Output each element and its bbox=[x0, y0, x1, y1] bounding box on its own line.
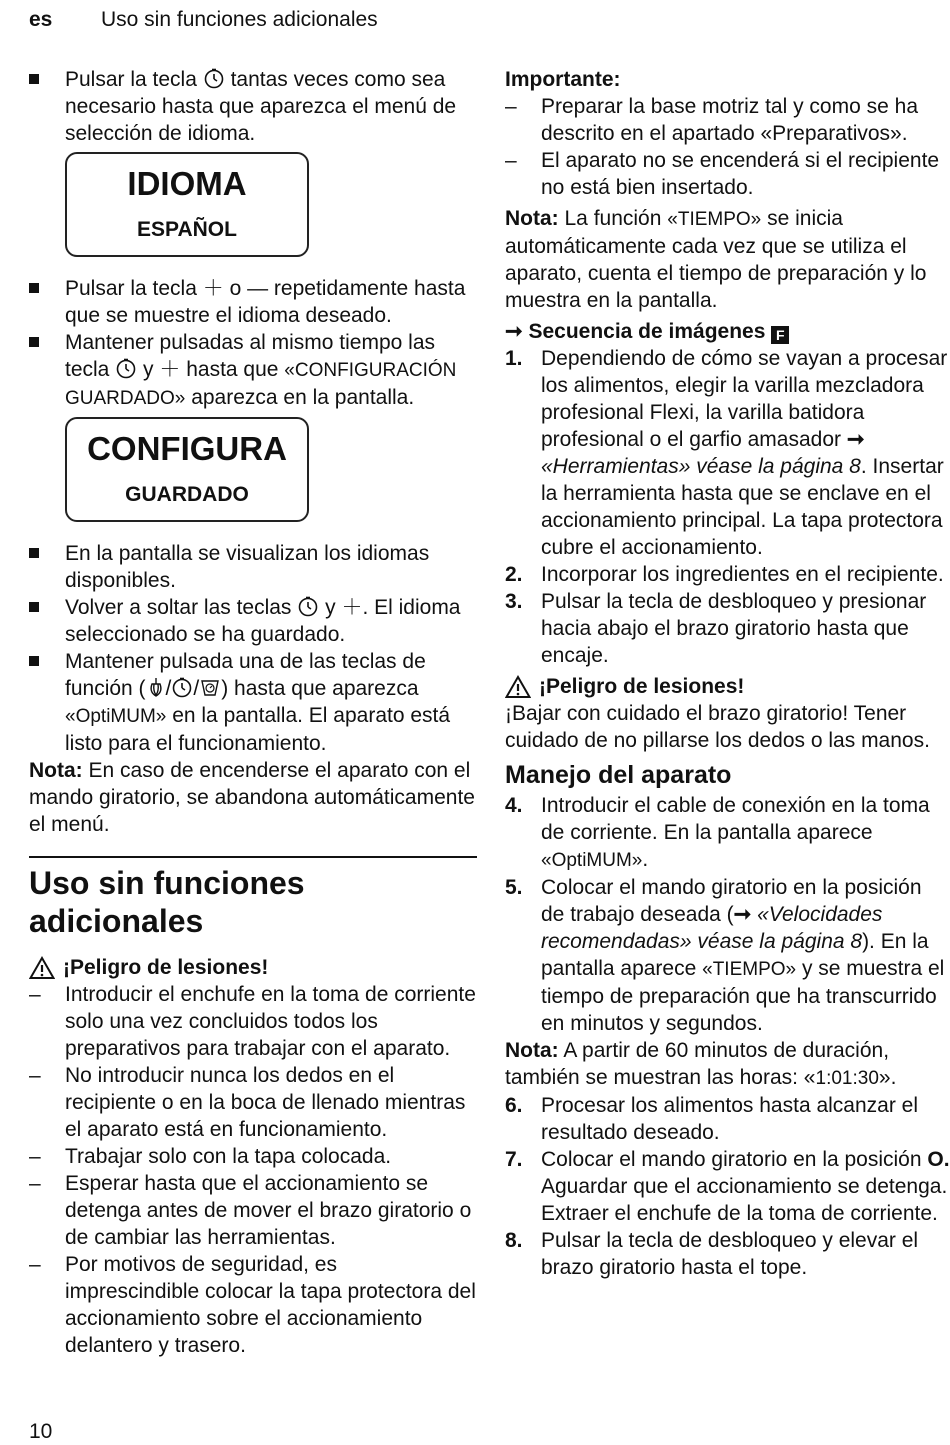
note-paragraph: Nota: La función «TIEMPO» se inicia automáticamente cada vez que se utiliza el aparato, cuenta el tiempo de preparación y lo muestra en la pantalla. bbox=[505, 207, 927, 312]
section-divider bbox=[29, 856, 477, 858]
sequence-heading: ➞ Secuencia de imágenes F bbox=[505, 318, 950, 345]
dash-item: – Por motivos de seguridad, es imprescindible colocar la tapa protectora del accionamiento sobre el accionamiento delantero y trasero. bbox=[29, 1253, 476, 1357]
figure-badge: F bbox=[771, 326, 789, 344]
dash-item: – No introducir nunca los dedos en el recipiente o en la boca de llenado mientras el aparato está en funcionamiento. bbox=[29, 1064, 466, 1141]
numbered-step: 1. Dependiendo de cómo se vayan a procesar los alimentos, elegir la varilla mezcladora profesional Flexi, la varilla batidora profesional o el garfio amasador ➞ «Herramientas» véase la página 8. Insertar la herramienta hasta que se enclave en el accionamiento principal. La tapa protectora cubre el accionamiento. bbox=[505, 347, 948, 559]
numbered-step: 5. Colocar el mando giratorio en la posición de trabajo deseada (➞ «Velocidades recomendadas» véase la página 8). En la pantalla aparece «TIEMPO» y se muestra el tiempo de preparación que ha transcurrido en minutos y segundos. bbox=[505, 876, 945, 1035]
numbered-step: 4. Introducir el cable de conexión en la toma de corriente. En la pantalla aparece «OptiMUM». bbox=[505, 794, 930, 871]
square-bullet-icon bbox=[29, 283, 39, 293]
timer-icon bbox=[297, 595, 319, 617]
dash-item: – Preparar la base motriz tal y como se ha descrito en el apartado «Preparativos». bbox=[505, 95, 918, 145]
list-item: Pulsar la tecla ＋ o — repetidamente hasta que se muestre el idioma deseado. bbox=[29, 275, 477, 329]
display-main-text: CONFIGURA bbox=[87, 430, 287, 467]
warning-text: ¡Bajar con cuidado el brazo giratorio! Tener cuidado de no pillarse los dedos o las manos. bbox=[505, 702, 930, 752]
list-item: Mantener pulsada una de las teclas de función ( / / ) hasta que aparezca «OptiMUM» en la pantalla. El aparato está listo para el funcionamiento. bbox=[29, 648, 477, 757]
note-paragraph: Nota: A partir de 60 minutos de duración, también se muestran las horas: «1:01:30». bbox=[505, 1039, 897, 1089]
left-column bbox=[29, 66, 477, 1359]
page-header bbox=[29, 6, 378, 33]
numbered-step: 2. Incorporar los ingredientes en el recipiente. bbox=[505, 563, 944, 586]
off-position-symbol: O. bbox=[927, 1148, 950, 1171]
square-bullet-icon bbox=[29, 548, 39, 558]
scale-icon bbox=[199, 676, 221, 698]
timer-icon bbox=[171, 676, 193, 698]
whisk-icon bbox=[146, 676, 166, 698]
numbered-step: 7. Colocar el mando giratorio en la posición O. Aguardar que el accionamiento se detenga. Extraer el enchufe de la toma de corriente. bbox=[505, 1148, 950, 1225]
arrow-right-icon: ➞ bbox=[505, 320, 523, 343]
dash-item: – El aparato no se encenderá si el recipiente no está bien insertado. bbox=[505, 149, 940, 199]
list-item: Pulsar la tecla tantas veces como sea necesario hasta que aparezca el menú de selección de idioma. bbox=[29, 66, 477, 147]
header-title: Uso sin funciones adicionales bbox=[101, 8, 378, 31]
square-bullet-icon bbox=[29, 602, 39, 612]
warning-heading: ¡Peligro de lesiones! bbox=[505, 673, 950, 700]
page-number: 10 bbox=[29, 1420, 53, 1443]
minus-icon: — bbox=[247, 277, 269, 300]
note-paragraph: Nota: En caso de encenderse el aparato con el mando giratorio, se abandona automáticamente el menú. bbox=[29, 759, 475, 836]
display-sub-text: GUARDADO bbox=[125, 483, 249, 506]
display-screen-language bbox=[65, 152, 309, 257]
square-bullet-icon bbox=[29, 74, 39, 84]
dash-item: – Trabajar solo con la tapa colocada. bbox=[29, 1145, 392, 1168]
numbered-step: 8. Pulsar la tecla de desbloqueo y elevar el brazo giratorio hasta el tope. bbox=[505, 1229, 919, 1279]
timer-icon bbox=[115, 357, 137, 379]
plus-icon: ＋ bbox=[202, 277, 224, 300]
list-item: Mantener pulsadas al mismo tiempo las tecla y ＋ hasta que «CONFIGURACIÓN GUARDADO» aparezca en la pantalla. bbox=[29, 329, 477, 412]
dash-item: – Introducir el enchufe en la toma de corriente solo una vez concluidos todos los preparativos para trabajar con el aparato. bbox=[29, 983, 476, 1060]
section-title: Manejo del aparato bbox=[505, 761, 732, 789]
section-title: Uso sin funciones adicionales bbox=[29, 865, 305, 939]
display-screen-saved bbox=[65, 417, 309, 522]
numbered-step: 6. Procesar los alimentos hasta alcanzar el resultado deseado. bbox=[505, 1094, 919, 1144]
arrow-right-icon: ➞ bbox=[846, 428, 865, 451]
display-main-text: IDIOMA bbox=[127, 165, 247, 202]
warning-triangle-icon bbox=[505, 675, 531, 699]
language-code: es bbox=[29, 8, 53, 31]
list-item: Volver a soltar las teclas y ＋. El idioma seleccionado se ha guardado. bbox=[29, 594, 477, 648]
cross-reference-link[interactable]: «Velocidades recomendadas» véase la página 8 bbox=[541, 903, 883, 953]
numbered-step: 3. Pulsar la tecla de desbloqueo y presionar hacia abajo el brazo giratorio hasta que encaje. bbox=[505, 590, 927, 667]
warning-triangle-icon bbox=[29, 956, 55, 980]
display-sub-text: ESPAÑOL bbox=[137, 218, 237, 241]
cross-reference-link[interactable]: «Herramientas» véase la página 8 bbox=[541, 455, 861, 478]
list-item: En la pantalla se visualizan los idiomas disponibles. bbox=[29, 540, 477, 594]
important-heading: Importante: bbox=[505, 68, 621, 91]
arrow-right-icon: ➞ bbox=[733, 903, 752, 926]
plus-icon: ＋ bbox=[341, 596, 363, 619]
right-column bbox=[505, 66, 950, 1281]
square-bullet-icon bbox=[29, 337, 39, 347]
timer-icon bbox=[203, 67, 225, 89]
dash-item: – Esperar hasta que el accionamiento se detenga antes de mover el brazo giratorio o de cambiar las herramientas. bbox=[29, 1172, 472, 1249]
plus-icon: ＋ bbox=[159, 358, 181, 381]
square-bullet-icon bbox=[29, 656, 39, 666]
warning-heading: ¡Peligro de lesiones! bbox=[29, 954, 477, 981]
